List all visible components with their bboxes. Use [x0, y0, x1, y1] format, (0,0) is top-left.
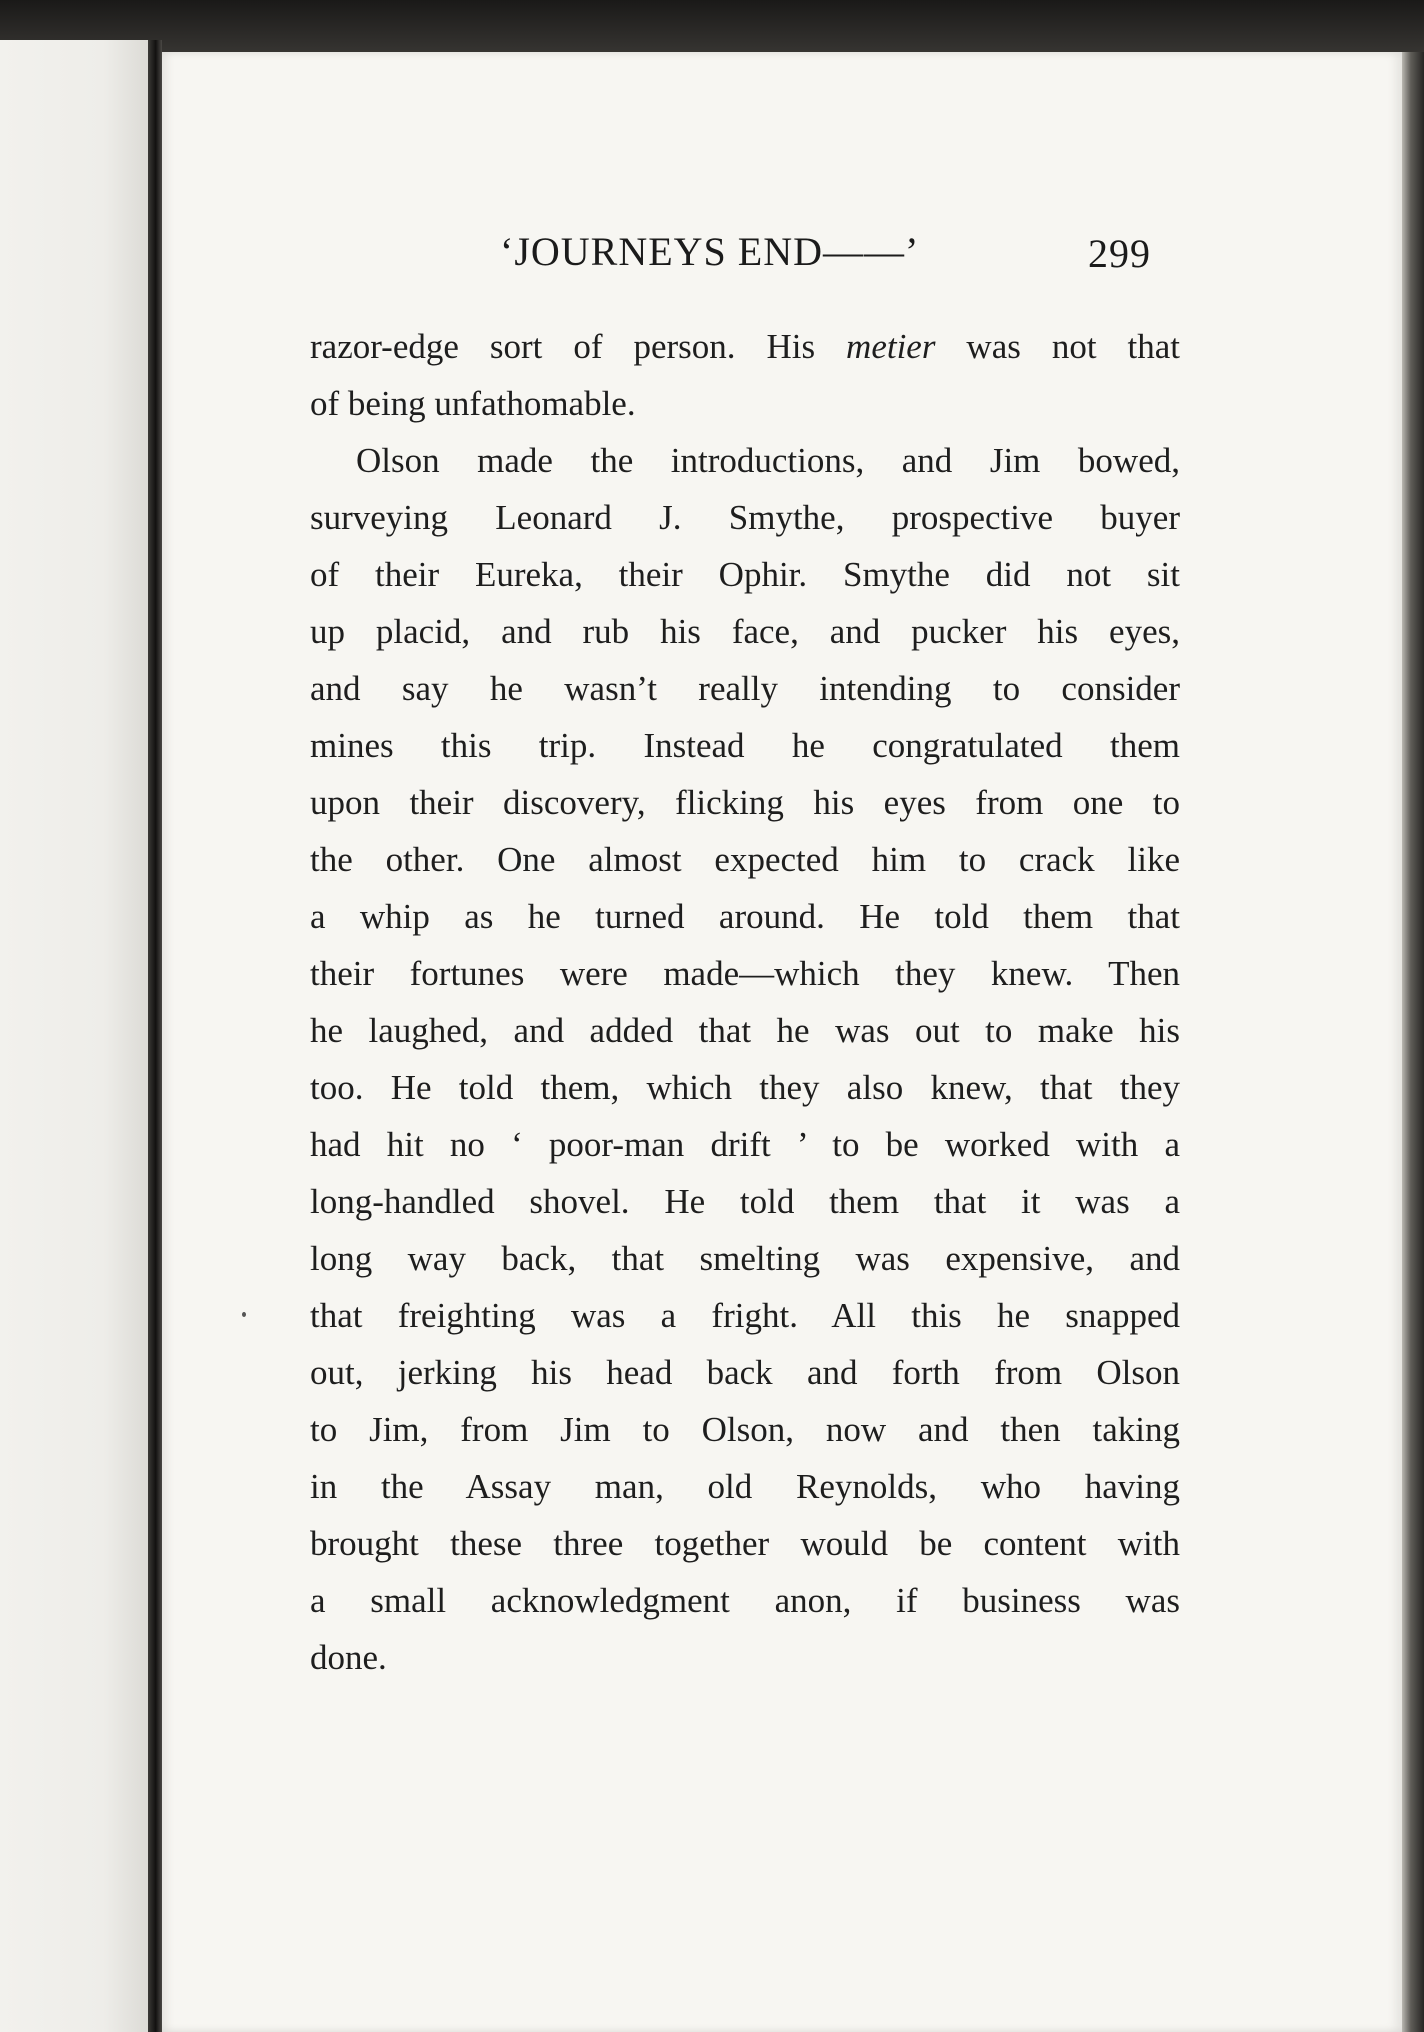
text-line: out, jerking his head back and forth from Olson — [310, 1353, 1180, 1392]
italic-word: metier — [846, 327, 936, 366]
text-line: he laughed, and added that he was out to make his — [310, 1011, 1180, 1050]
text-line: had hit no ‘ poor-man drift ’ to be worked with a — [310, 1125, 1180, 1164]
text-run: razor-edge sort of person. His — [310, 327, 847, 366]
text-line: of being unfathomable. — [310, 384, 636, 423]
book-gutter — [148, 40, 162, 2032]
text-line: too. He told them, which they also knew, that they — [310, 1068, 1180, 1107]
text-run: was not that — [935, 327, 1180, 366]
text-line: of their Eureka, their Ophir. Smythe did not sit — [310, 555, 1180, 594]
text-line: that freighting was a fright. All this he snapped — [310, 1296, 1180, 1335]
text-line: a whip as he turned around. He told them that — [310, 897, 1180, 936]
page-header — [500, 228, 1180, 288]
text-line: to Jim, from Jim to Olson, now and then taking — [310, 1410, 1180, 1449]
text-line: brought these three together would be content with — [310, 1524, 1180, 1563]
text-line: surveying Leonard J. Smythe, prospective buyer — [310, 498, 1180, 537]
text-line: up placid, and rub his face, and pucker his eyes, — [310, 612, 1180, 651]
text-line — [310, 318, 1180, 375]
page-number: 299 — [1088, 231, 1151, 276]
text-line: done. — [310, 1638, 387, 1677]
facing-page-edge — [0, 40, 148, 2032]
text-line: mines this trip. Instead he congratulated them — [310, 726, 1180, 765]
text-line: upon their discovery, flicking his eyes from one to — [310, 783, 1180, 822]
text-line: in the Assay man, old Reynolds, who having — [310, 1467, 1180, 1506]
paper-speck — [242, 1312, 246, 1317]
text-line: a small acknowledgment anon, if business was — [310, 1581, 1180, 1620]
running-head: ‘JOURNEYS END——’ — [500, 229, 920, 274]
page-body — [310, 318, 1180, 1686]
page-edge-right — [1402, 52, 1424, 2032]
text-line: long-handled shovel. He told them that it was a — [310, 1182, 1180, 1221]
text-line: and say he wasn’t really intending to consider — [310, 669, 1180, 708]
text-line: Olson made the introductions, and Jim bowed, — [356, 441, 1180, 480]
scan-background — [0, 0, 1424, 60]
text-line: long way back, that smelting was expensive, and — [310, 1239, 1180, 1278]
text-line: the other. One almost expected him to crack like — [310, 840, 1180, 879]
text-line: their fortunes were made—which they knew. Then — [310, 954, 1180, 993]
